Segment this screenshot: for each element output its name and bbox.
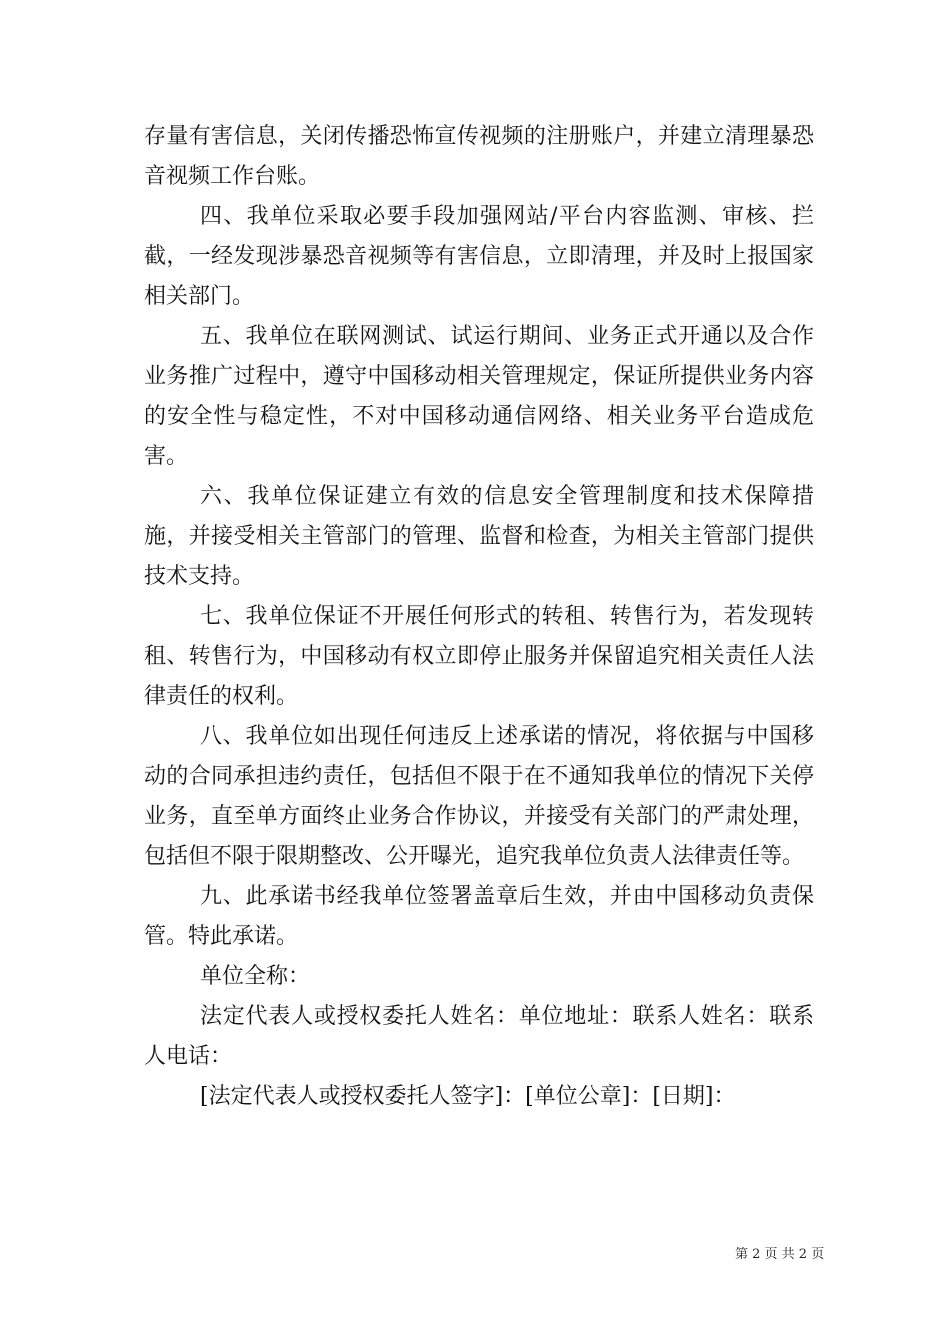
paragraph-clause-5: 五、我单位在联网测试、试运行期间、业务正式开通以及合作业务推广过程中，遵守中国移动相关管理规定，保证所提供业务内容的安全性与稳定性，不对中国移动通信网络、相关业务平台造成危害。 [144, 324, 814, 469]
page-number-footer: 第 2 页 共 2 页 [735, 1247, 825, 1262]
paragraph-continuation: 存量有害信息，关闭传播恐怖宣传视频的注册账户，并建立清理暴恐音视频工作台账。 [144, 124, 814, 189]
contact-fields: 法定代表人或授权委托人姓名：单位地址：联系人姓名：联系人电话： [144, 1004, 814, 1069]
paragraph-clause-9: 九、此承诺书经我单位签署盖章后生效，并由中国移动负责保管。特此承诺。 [144, 884, 814, 949]
signature-fields: [法定代表人或授权委托人签字]：[单位公章]：[日期]： [200, 1084, 736, 1109]
paragraph-clause-7: 七、我单位保证不开展任何形式的转租、转售行为，若发现转租、转售行为，中国移动有权立即停止服务并保留追究相关责任人法律责任的权利。 [144, 604, 814, 709]
unit-name-field: 单位全称： [200, 964, 311, 989]
document-body [144, 117, 814, 1117]
paragraph-clause-4: 四、我单位采取必要手段加强网站/平台内容监测、审核、拦截，一经发现涉暴恐音视频等有害信息，立即清理，并及时上报国家相关部门。 [144, 204, 814, 309]
paragraph-clause-8: 八、我单位如出现任何违反上述承诺的情况，将依据与中国移动的合同承担违约责任，包括但不限于在不通知我单位的情况下关停业务，直至单方面终止业务合作协议，并接受有关部门的严肃处理，包括但不限于限期整改、公开曝光，追究我单位负责人法律责任等。 [144, 724, 814, 869]
paragraph-clause-6: 六、我单位保证建立有效的信息安全管理制度和技术保障措施，并接受相关主管部门的管理、监督和检查，为相关主管部门提供技术支持。 [144, 484, 814, 589]
